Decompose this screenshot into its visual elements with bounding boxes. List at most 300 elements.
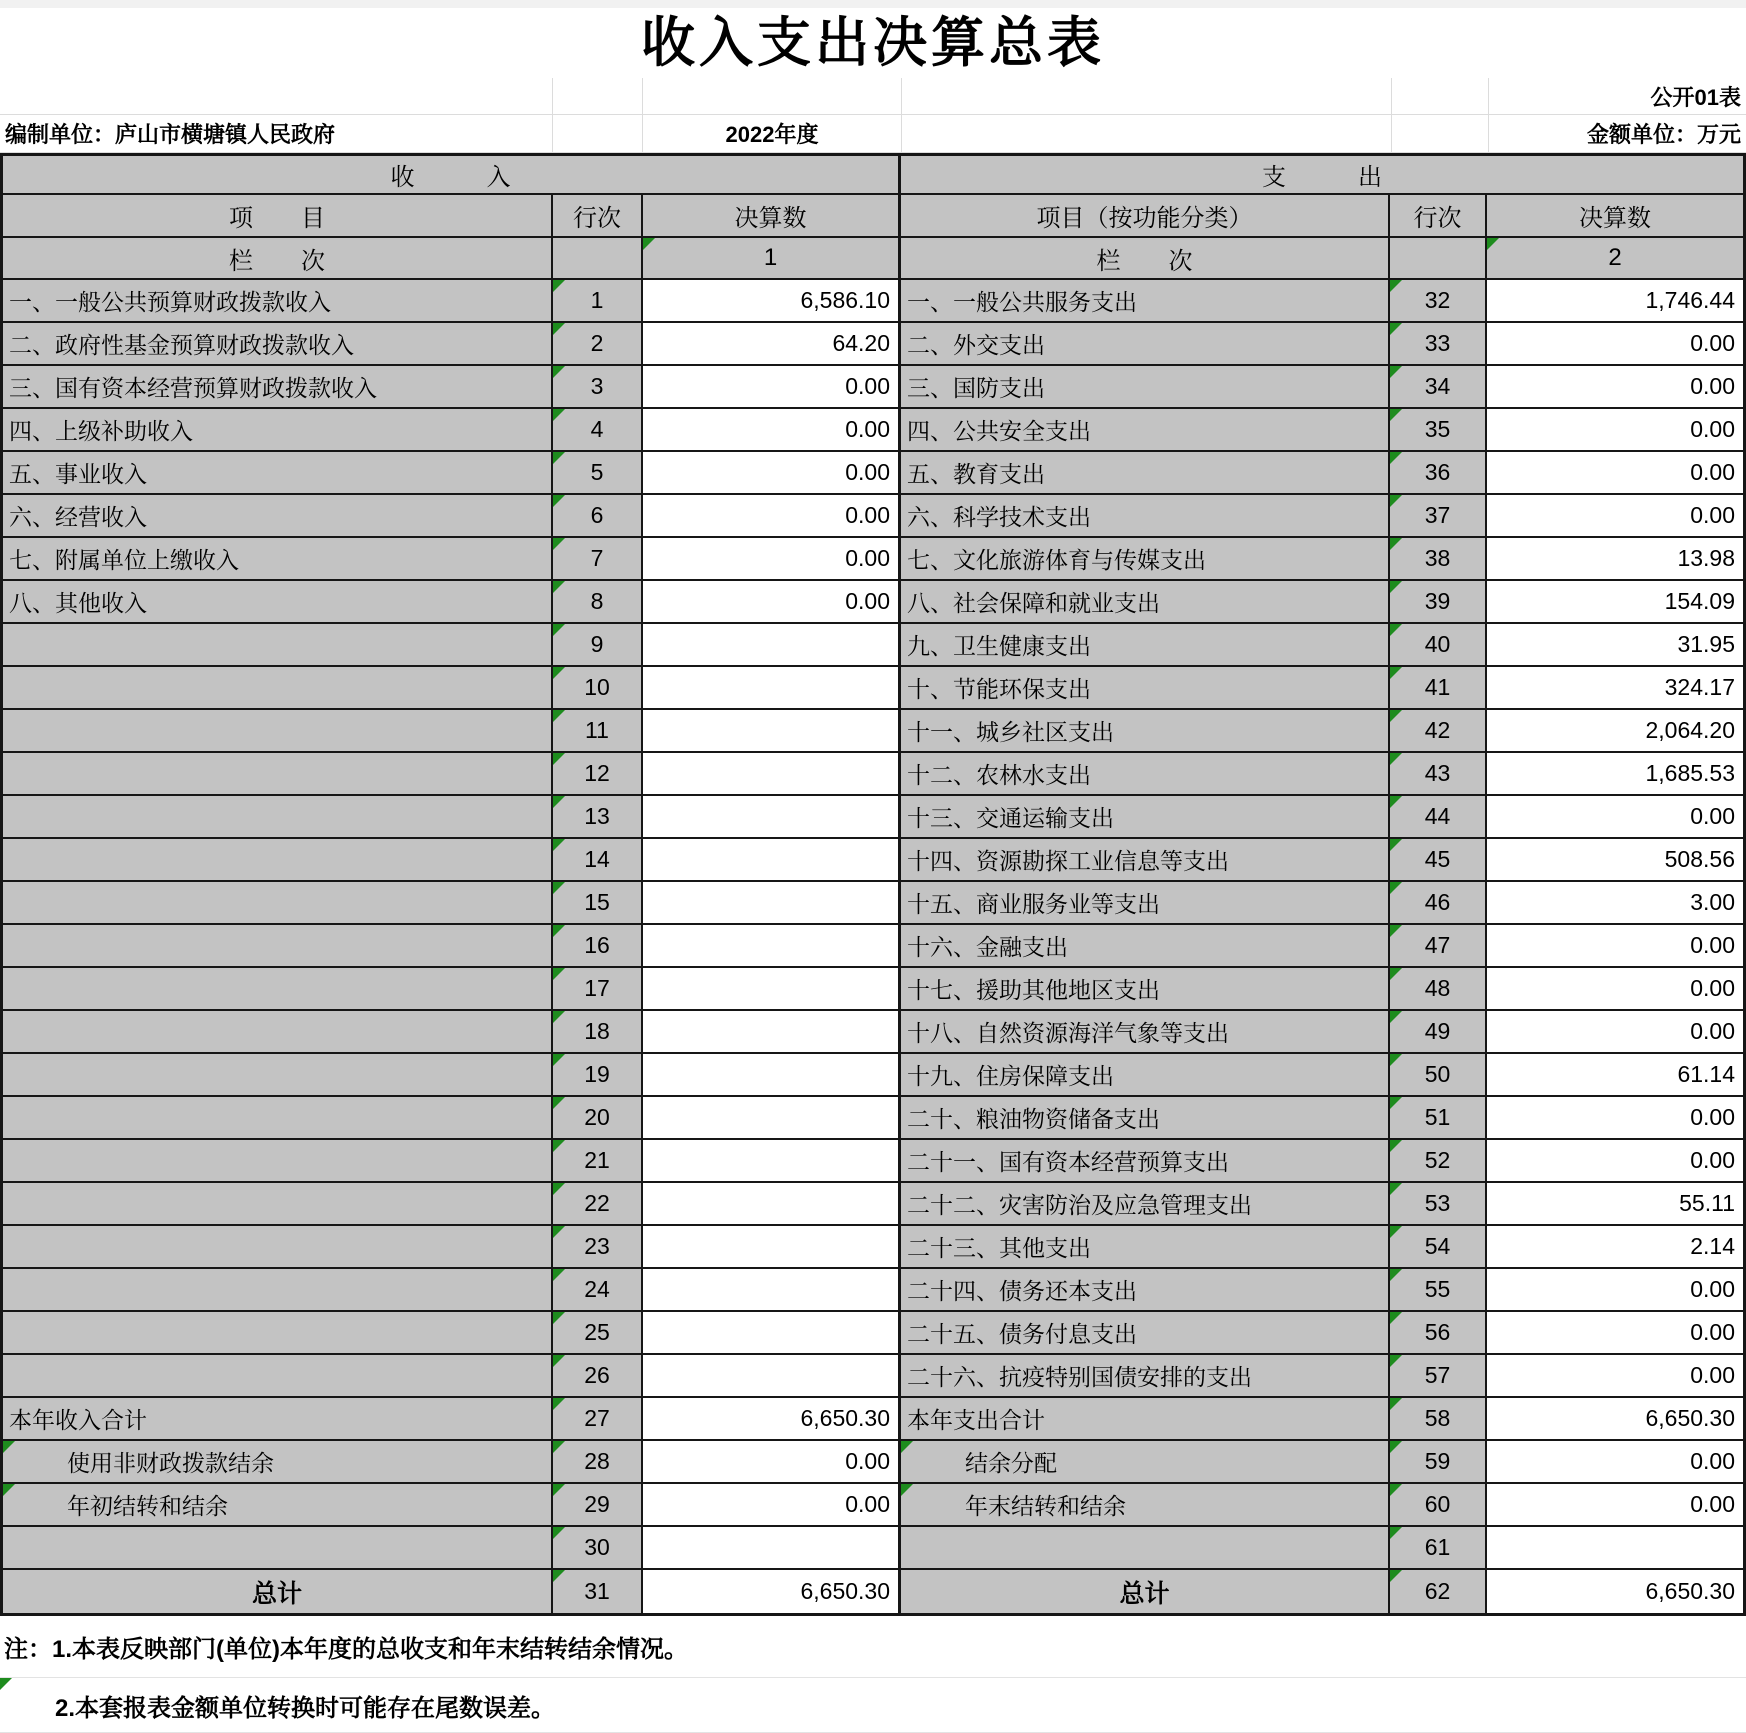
income-rowno-cell-text: 4 [590,416,604,442]
expense-item-cell [901,710,1390,753]
income-item-cell [3,366,553,409]
expense-item-cell [901,624,1390,667]
expense-rowno-cell-text: 42 [1424,717,1451,743]
meta-row-unit [0,115,1746,153]
income-item-cell [3,538,553,581]
income-rowno-cell-text: 10 [584,674,610,700]
expense-rowno-cell-text: 51 [1424,1104,1451,1130]
expense-rowno-cell [1390,495,1487,538]
excel-flag-icon [1390,1527,1402,1539]
expense-item-cell [901,1097,1390,1140]
expense-amount-cell-text: 31.95 [1677,631,1735,657]
income-rowno-cell-text: 17 [584,975,610,1001]
income-rowno-cell-text: 11 [585,717,609,743]
excel-flag-icon [1390,1269,1402,1281]
excel-flag-icon [553,1527,565,1539]
income-item-cell-text: 总计 [251,1579,302,1608]
expense-item-cell-text: 本年支出合计 [907,1407,1045,1433]
income-rowno-cell [553,839,643,882]
expense-amount-cell [1487,1398,1743,1441]
income-rowno-cell [553,280,643,323]
income-rowno-cell-text: 16 [584,932,610,958]
excel-flag-icon [553,839,565,851]
expense-amount-cell [1487,1570,1743,1613]
excel-flag-icon [1390,581,1402,593]
income-item-cell [3,710,553,753]
expense-amount-cell [1487,1011,1743,1054]
income-item-cell [3,581,553,624]
income-rowno-cell [553,1398,643,1441]
expense-amount-cell-text: 0.00 [1690,1319,1735,1345]
income-rowno-cell [553,538,643,581]
income-item-cell [3,323,553,366]
excel-flag-icon [553,581,565,593]
expense-rowno-cell-text: 38 [1424,545,1451,571]
expense-item-cell [901,1054,1390,1097]
expense-amount-header-text: 决算数 [1579,205,1651,232]
income-item-cell [3,1054,553,1097]
income-item-cell-text: 五、事业收入 [9,461,147,487]
income-rowno-cell-text: 15 [584,889,610,915]
expense-amount-cell [1487,1054,1743,1097]
expense-item-cell [901,1441,1390,1484]
income-rowno-cell [553,1570,643,1613]
expense-item-cell [901,968,1390,1011]
expense-item-cell [901,538,1390,581]
expense-amount-cell-text: 55.11 [1679,1190,1735,1216]
excel-flag-icon [553,1484,565,1496]
expense-rowno-cell-text: 46 [1424,889,1451,915]
expense-item-cell-text: 十九、住房保障支出 [907,1063,1114,1089]
income-rowno-cell [553,1441,643,1484]
expense-item-cell-text: 五、教育支出 [907,461,1045,487]
excel-flag-icon [553,1226,565,1238]
expense-item-cell [901,1269,1390,1312]
excel-flag-icon [553,882,565,894]
income-amount-cell [643,409,901,452]
excel-flag-icon [1390,1054,1402,1066]
excel-flag-icon [1390,796,1402,808]
excel-flag-icon [553,280,565,292]
excel-flag-icon [553,1011,565,1023]
excel-flag-icon [553,624,565,636]
income-item-cell [3,624,553,667]
income-amount-cell [643,1054,901,1097]
income-item-cell [3,1527,553,1570]
expense-rowno-cell [1390,1484,1487,1527]
expense-item-header [901,195,1390,238]
income-amount-cell [643,624,901,667]
expense-rowno-cell [1390,1398,1487,1441]
income-rowno-cell-text: 13 [584,803,610,829]
meta-empty-cell [902,115,1392,153]
income-lanci-cell-text: 栏 次 [229,247,325,275]
excel-flag-icon [553,538,565,550]
expense-amount-cell-text: 0.00 [1690,502,1735,528]
expense-amount-cell [1487,366,1743,409]
expense-amount-cell [1487,280,1743,323]
income-amount-cell-text: 0.00 [845,459,890,485]
expense-rowno-cell-text: 52 [1424,1147,1451,1173]
prepared-by-label: 编制单位：庐山市横塘镇人民政府 [0,115,553,153]
excel-flag-icon [1390,452,1402,464]
income-rowno-cell-text: 22 [584,1190,610,1216]
expense-amount-cell [1487,1097,1743,1140]
excel-flag-icon [1390,1484,1402,1496]
sheet-label: 公开01表 [1489,78,1746,115]
income-rowno-header [553,195,643,238]
expense-item-cell [901,667,1390,710]
income-rowno-header-text: 行次 [573,205,621,232]
expense-amount-cell-text: 1,746.44 [1645,287,1735,313]
income-item-cell-text: 使用非财政拨款结余 [67,1450,274,1476]
income-rowno-cell [553,667,643,710]
expense-item-cell-text: 结余分配 [965,1450,1057,1476]
expense-rowno-cell [1390,366,1487,409]
meta-empty-cell [643,78,902,115]
excel-flag-icon [553,1097,565,1109]
income-amount-header [643,195,901,238]
expense-rowno-cell-text: 34 [1424,373,1451,399]
expense-amount-cell-text: 508.56 [1664,846,1735,872]
income-item-cell [3,1484,553,1527]
expense-rowno-cell-text: 33 [1424,330,1451,356]
expense-amount-cell [1487,968,1743,1011]
expense-item-cell [901,1570,1390,1613]
note-2 [0,1678,1746,1733]
income-rowno-cell [553,1269,643,1312]
income-section-header-text: 收 入 [390,164,511,191]
income-item-cell [3,1011,553,1054]
income-amount-cell-text: 0.00 [845,502,890,528]
expense-amount-cell-text: 0.00 [1690,803,1735,829]
excel-flag-icon [0,1678,12,1690]
income-amount-cell-text: 6,586.10 [800,287,890,313]
income-rowno-cell [553,1097,643,1140]
excel-flag-icon [553,710,565,722]
income-rowno-cell-text: 20 [584,1104,610,1130]
income-rowno-cell-text: 2 [590,330,604,356]
excel-flag-icon [1390,1011,1402,1023]
expense-item-cell-text: 三、国防支出 [907,375,1045,401]
income-amount-cell [643,495,901,538]
excel-flag-icon [553,753,565,765]
income-amount-cell [643,968,901,1011]
expense-amount-cell-text: 324.17 [1664,674,1735,700]
expense-rowno-cell-text: 45 [1424,846,1451,872]
excel-flag-icon [1390,1441,1402,1453]
income-item-cell [3,1398,553,1441]
income-amount-cell [643,839,901,882]
expense-rowno-cell [1390,1054,1487,1097]
expense-rowno-cell [1390,925,1487,968]
income-amount-cell [643,581,901,624]
excel-flag-icon [1390,925,1402,937]
excel-flag-icon [553,925,565,937]
expense-rowno-cell [1390,882,1487,925]
expense-item-cell [901,882,1390,925]
expense-amount-cell-text: 0.00 [1690,1448,1735,1474]
income-amount-cell-text: 0.00 [845,1491,890,1517]
expense-rowno-cell-text: 56 [1424,1319,1451,1345]
expense-rowno-cell-text: 58 [1424,1405,1451,1431]
expense-rowno-cell-text: 35 [1424,416,1451,442]
expense-amount-cell [1487,624,1743,667]
expense-lanci-cell [901,238,1390,280]
income-rowno-cell [553,1312,643,1355]
income-rowno-cell-text: 12 [584,760,610,786]
expense-item-cell [901,323,1390,366]
income-col-index-cell [643,238,901,280]
income-item-cell-text: 年初结转和结余 [67,1493,228,1519]
expense-item-cell [901,925,1390,968]
expense-item-cell-text: 十、节能环保支出 [907,676,1091,702]
income-item-cell [3,839,553,882]
income-item-cell [3,280,553,323]
expense-amount-cell [1487,1140,1743,1183]
excel-flag-icon [553,1570,565,1582]
income-item-cell [3,753,553,796]
expense-rowno-cell-text: 50 [1424,1061,1451,1087]
expense-rowno-cell-text: 40 [1424,631,1451,657]
expense-rowno-cell-text: 49 [1424,1018,1451,1044]
expense-amount-cell [1487,753,1743,796]
income-item-cell [3,1312,553,1355]
income-amount-cell [643,538,901,581]
expense-amount-cell-text: 154.09 [1664,588,1735,614]
expense-item-cell-text: 八、社会保障和就业支出 [907,590,1160,616]
income-rowno-cell [553,882,643,925]
expense-item-cell [901,495,1390,538]
expense-rowno-cell [1390,323,1487,366]
expense-amount-cell [1487,1484,1743,1527]
expense-amount-cell-text: 0.00 [1690,1362,1735,1388]
income-amount-cell [643,1484,901,1527]
expense-item-cell [901,1398,1390,1441]
expense-rowno-cell [1390,1527,1487,1570]
expense-rowno-cell [1390,1097,1487,1140]
income-amount-cell [643,925,901,968]
income-amount-cell [643,1355,901,1398]
income-item-cell [3,495,553,538]
income-rowno-cell [553,1054,643,1097]
income-rowno-cell-text: 1 [590,287,604,313]
expense-amount-cell [1487,882,1743,925]
expense-item-cell-text: 二十二、灾害防治及应急管理支出 [907,1192,1252,1218]
income-rowno-cell [553,1183,643,1226]
income-rowno-cell-text: 30 [584,1534,610,1560]
excel-flag-icon [553,366,565,378]
expense-rowno-cell-text: 48 [1424,975,1451,1001]
expense-rowno-cell-text: 53 [1424,1190,1451,1216]
note-2-text: 2.本套报表金额单位转换时可能存在尾数误差。 [55,1694,556,1722]
excel-flag-icon [643,238,655,250]
top-strip [0,0,1746,8]
income-amount-cell-text: 6,650.30 [800,1405,890,1431]
excel-flag-icon [1390,366,1402,378]
income-item-cell [3,1570,553,1613]
excel-flag-icon [1390,667,1402,679]
expense-rowno-header [1390,195,1487,238]
expense-amount-cell-text: 13.98 [1677,545,1735,571]
income-rowno-cell [553,1140,643,1183]
excel-flag-icon [1390,280,1402,292]
income-item-cell [3,1269,553,1312]
expense-rowno-cell [1390,1269,1487,1312]
expense-item-cell [901,366,1390,409]
expense-amount-cell [1487,925,1743,968]
income-item-header-text: 项 目 [229,205,325,232]
expense-item-cell-text: 二十一、国有资本经营预算支出 [907,1149,1229,1175]
income-rowno-cell-text: 26 [584,1362,610,1388]
expense-rowno-cell [1390,710,1487,753]
expense-item-cell-text: 总计 [1119,1579,1170,1608]
meta-row-sheet-label [0,78,1746,115]
income-item-cell [3,667,553,710]
income-amount-cell [643,667,901,710]
income-amount-cell [643,1097,901,1140]
expense-item-cell-text: 二十六、抗疫特别国债安排的支出 [907,1364,1252,1390]
expense-amount-cell [1487,1441,1743,1484]
income-item-header [3,195,553,238]
income-rowno-cell [553,323,643,366]
expense-item-cell-text: 九、卫生健康支出 [907,633,1091,659]
expense-amount-cell-text: 0.00 [1690,416,1735,442]
income-rowno-cell-text: 19 [584,1061,610,1087]
excel-flag-icon [1390,1355,1402,1367]
expense-rowno-cell-text: 32 [1424,287,1451,313]
excel-flag-icon [553,495,565,507]
income-lanci-rowno-cell [553,238,643,280]
excel-flag-icon [1390,1097,1402,1109]
note-1: 注：1.本表反映部门(单位)本年度的总收支和年末结转结余情况。 [0,1616,1746,1678]
expense-amount-cell [1487,710,1743,753]
expense-amount-cell [1487,452,1743,495]
expense-item-cell-text: 二十、粮油物资储备支出 [907,1106,1160,1132]
income-rowno-cell-text: 25 [584,1319,610,1345]
income-rowno-cell [553,495,643,538]
income-rowno-cell-text: 23 [584,1233,610,1259]
income-item-cell [3,1226,553,1269]
expense-section-header [901,156,1743,195]
expense-rowno-cell [1390,1011,1487,1054]
income-rowno-cell [553,1484,643,1527]
meta-empty-cell [902,78,1392,115]
expense-rowno-cell-text: 44 [1424,803,1451,829]
expense-rowno-cell-text: 43 [1424,760,1451,786]
income-rowno-cell-text: 18 [584,1018,610,1044]
expense-item-cell [901,1140,1390,1183]
expense-rowno-cell [1390,624,1487,667]
income-lanci-cell [3,238,553,280]
income-amount-cell [643,1140,901,1183]
income-item-cell-text: 八、其他收入 [9,590,147,616]
expense-item-cell-text: 十二、农林水支出 [907,762,1091,788]
expense-amount-cell [1487,1527,1743,1570]
expense-amount-cell-text: 0.00 [1690,975,1735,1001]
income-amount-cell-text: 0.00 [845,416,890,442]
income-item-cell-text: 三、国有资本经营预算财政拨款收入 [9,375,377,401]
income-rowno-cell-text: 14 [584,846,610,872]
decision-table [0,153,1746,1616]
expense-amount-cell [1487,1355,1743,1398]
expense-amount-cell-text: 0.00 [1690,459,1735,485]
expense-item-cell-text: 十五、商业服务业等支出 [907,891,1160,917]
income-amount-cell [643,323,901,366]
income-item-cell-text: 一、一般公共预算财政拨款收入 [9,289,331,315]
expense-item-cell-text: 年末结转和结余 [965,1493,1126,1519]
expense-item-cell [901,1527,1390,1570]
excel-flag-icon [1390,1398,1402,1410]
expense-col-index-cell-text: 2 [1608,244,1622,271]
expense-amount-cell-text: 0.00 [1690,330,1735,356]
expense-amount-cell [1487,1183,1743,1226]
excel-flag-icon [553,1140,565,1152]
excel-flag-icon [553,1312,565,1324]
expense-amount-cell [1487,538,1743,581]
income-item-cell [3,968,553,1011]
income-rowno-cell-text: 7 [590,545,604,571]
income-amount-cell [643,280,901,323]
expense-amount-cell-text: 61.14 [1677,1061,1735,1087]
income-amount-cell [643,1269,901,1312]
expense-rowno-cell [1390,1183,1487,1226]
expense-rowno-cell-text: 59 [1424,1448,1451,1474]
expense-rowno-cell [1390,538,1487,581]
expense-item-cell-text: 十八、自然资源海洋气象等支出 [907,1020,1229,1046]
excel-flag-icon [1390,1183,1402,1195]
income-rowno-cell [553,1527,643,1570]
income-amount-cell [643,1570,901,1613]
excel-flag-icon [1390,538,1402,550]
expense-amount-cell-text: 0.00 [1690,1018,1735,1044]
expense-rowno-cell [1390,1226,1487,1269]
expense-item-cell-text: 二十五、债务付息支出 [907,1321,1137,1347]
amount-unit-label: 金额单位：万元 [1489,115,1746,153]
expense-item-cell-text: 十四、资源勘探工业信息等支出 [907,848,1229,874]
expense-rowno-cell-text: 41 [1424,674,1451,700]
expense-rowno-cell [1390,581,1487,624]
meta-empty-cell [1392,115,1489,153]
excel-flag-icon [553,409,565,421]
excel-flag-icon [3,1484,15,1496]
expense-item-cell [901,839,1390,882]
income-amount-cell [643,366,901,409]
excel-flag-icon [1390,323,1402,335]
expense-item-cell-text: 一、一般公共服务支出 [907,289,1137,315]
meta-empty-cell [553,115,643,153]
income-rowno-cell [553,796,643,839]
income-rowno-cell [553,581,643,624]
fiscal-year-label: 2022年度 [643,115,902,153]
income-rowno-cell [553,753,643,796]
income-item-cell [3,1355,553,1398]
expense-amount-cell [1487,839,1743,882]
expense-amount-cell-text: 0.00 [1690,932,1735,958]
expense-rowno-cell [1390,1312,1487,1355]
expense-item-cell-text: 十七、援助其他地区支出 [907,977,1160,1003]
excel-flag-icon [553,452,565,464]
income-rowno-cell [553,452,643,495]
excel-flag-icon [1390,839,1402,851]
expense-item-cell [901,753,1390,796]
expense-col-index-cell [1487,238,1743,280]
expense-amount-cell [1487,1269,1743,1312]
income-amount-cell [643,1441,901,1484]
income-rowno-cell [553,1011,643,1054]
income-rowno-cell-text: 6 [590,502,604,528]
expense-amount-cell-text: 2.14 [1690,1233,1735,1259]
